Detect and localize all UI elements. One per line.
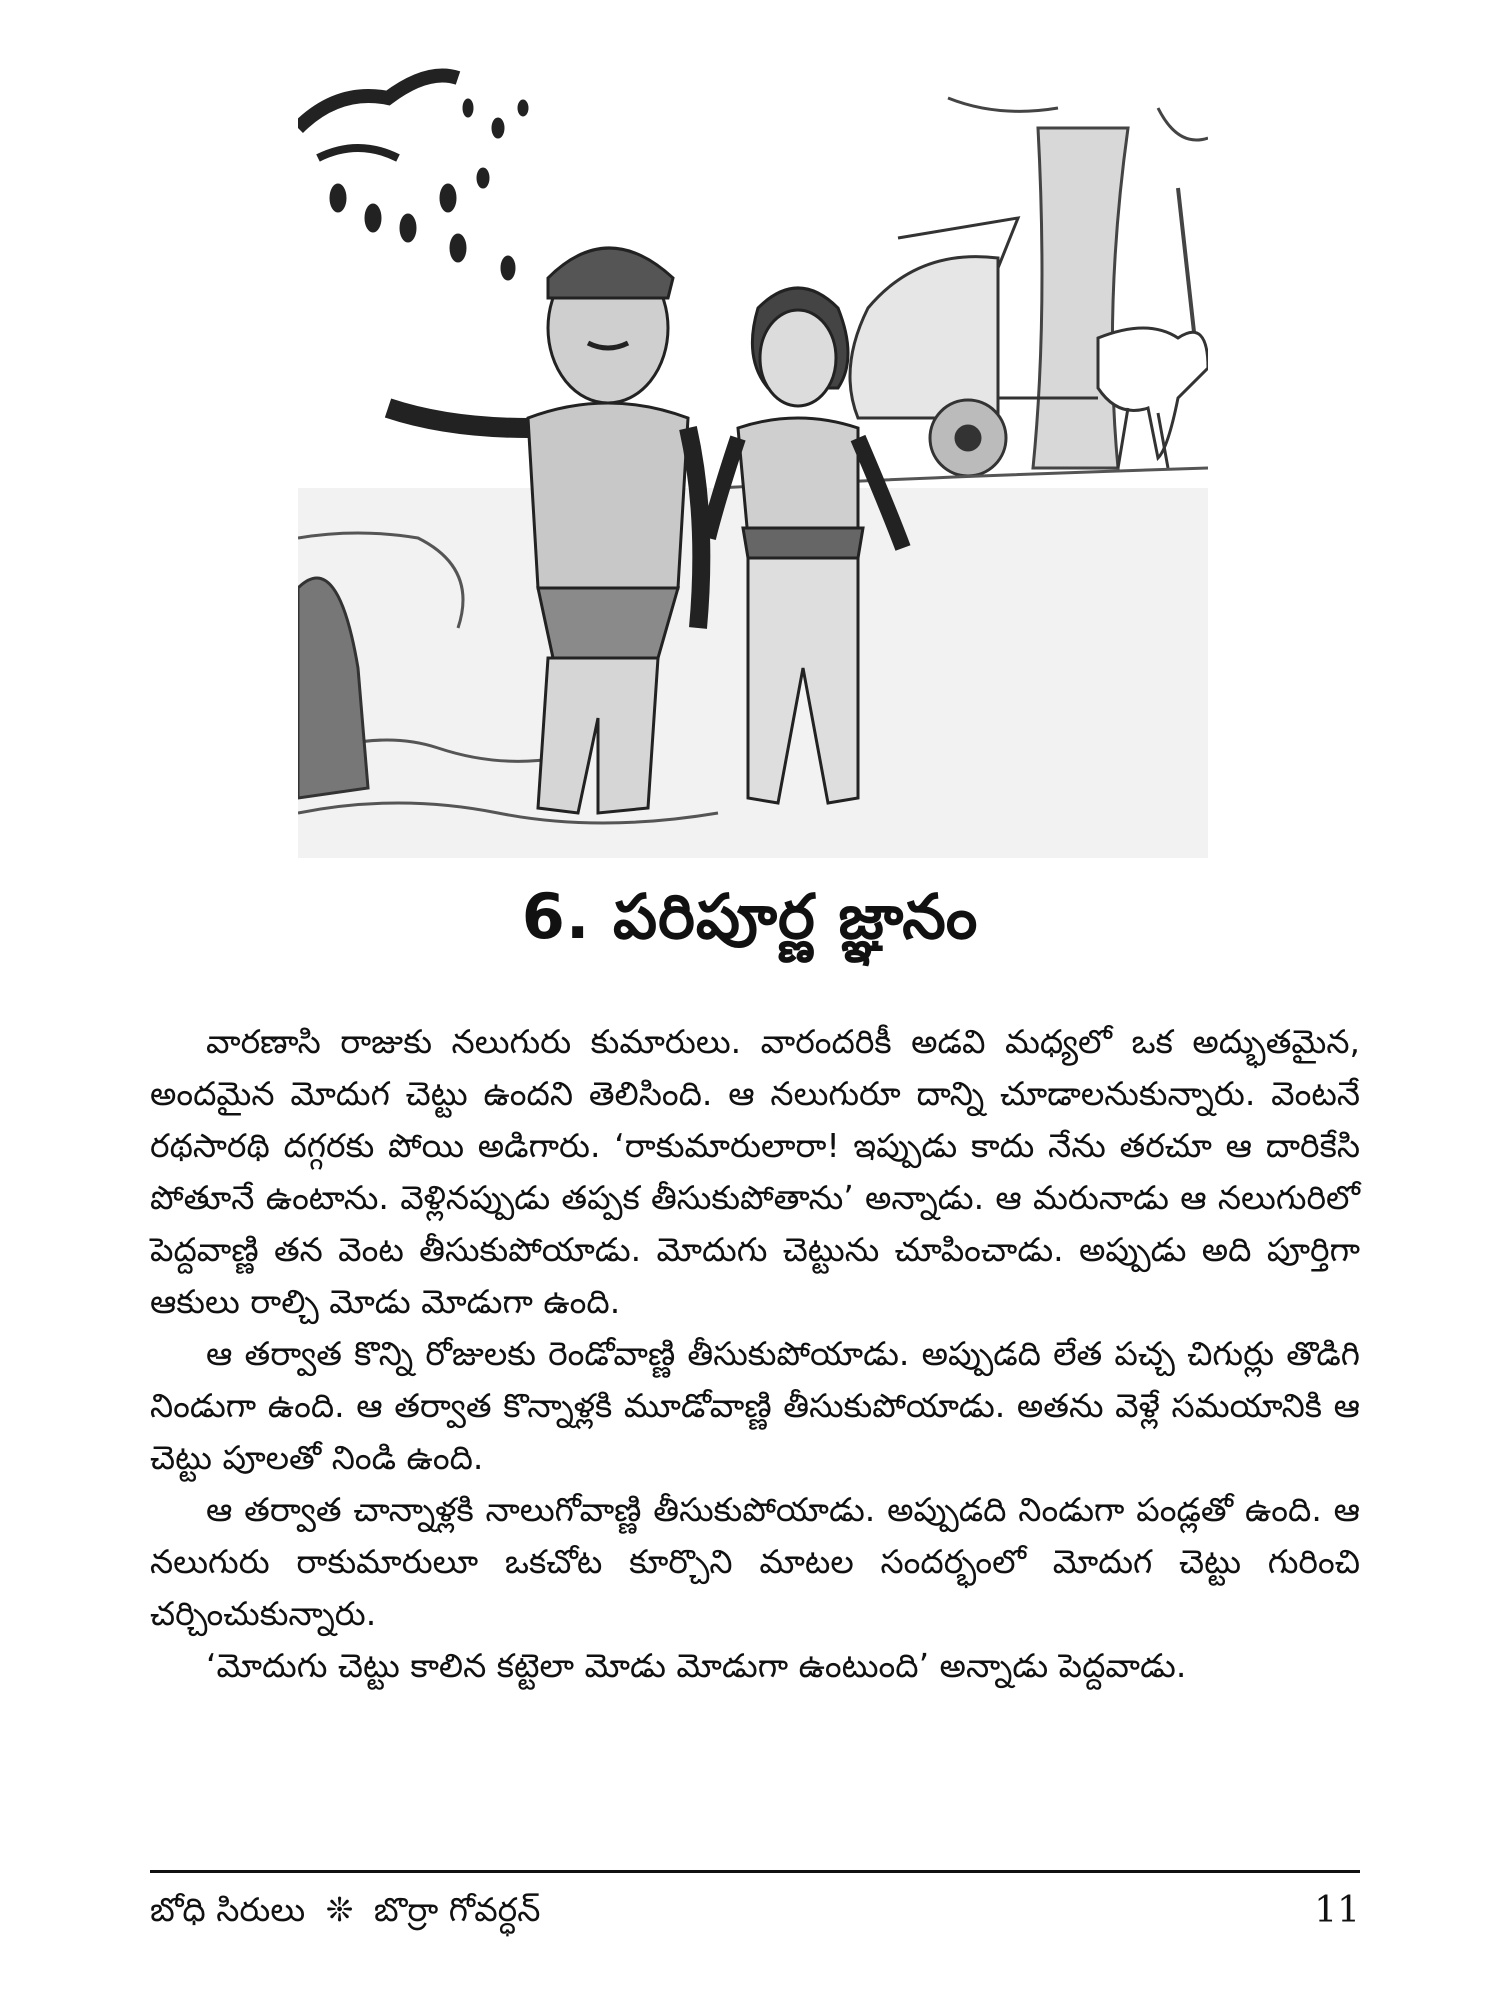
footer-book-info	[150, 1890, 540, 1937]
illustration-drawing	[298, 68, 1208, 858]
chapter-title: 6. పరిపూర్ణ జ్ఞానం	[521, 880, 979, 953]
separator-icon: ❊	[325, 1890, 354, 1929]
footer-divider	[150, 1870, 1360, 1873]
book-title: బోధి సిరులు	[150, 1890, 306, 1929]
page-footer	[150, 1890, 1360, 1950]
page-number: 11	[1314, 1890, 1360, 1931]
paragraph-3: ఆ తర్వాత చాన్నాళ్లకి నాలుగోవాణ్ణి తీసుకుపోయాడు. అప్పుడది నిండుగా పండ్లతో ఉంది. ఆ నలుగురు రాకుమారులూ ఒకచోట కూర్చొని మాటల సందర్భంలో మోదుగ చెట్టు గురించి చర్చించుకున్నారు.	[150, 1490, 1360, 1633]
story-illustration	[298, 68, 1208, 858]
author-name: బొర్రా గోవర్ధన్	[373, 1890, 541, 1929]
paragraph-1: వారణాసి రాజుకు నలుగురు కుమారులు. వారందరికీ అడవి మధ్యలో ఒక అద్భుతమైన, అందమైన మోదుగ చెట్టు ఉందని తెలిసింది. ఆ నలుగురూ దాన్ని చూడాలనుకున్నారు. వెంటనే రథసారథి దగ్గరకు పోయి అడిగారు. ‘రాకుమారులారా! ఇప్పుడు కాదు నేను తరచూ ఆ దారికేసి పోతూనే ఉంటాను. వెళ్లినప్పుడు తప్పక తీసుకుపోతాను’ అన్నాడు. ఆ మరునాడు ఆ నలుగురిలో పెద్దవాణ్ణి తన వెంట తీసుకుపోయాడు. మోదుగు చెట్టును చూపించాడు. అప్పుడు అది పూర్తిగా ఆకులు రాల్చి మోడు మోడుగా ఉంది.	[150, 1022, 1360, 1321]
paragraph-4: ‘మోదుగు చెట్టు కాలిన కట్టెలా మోడు మోడుగా ఉంటుంది’ అన్నాడు పెద్దవాడు.	[206, 1646, 1187, 1685]
story-body	[150, 1016, 1360, 1692]
paragraph-2: ఆ తర్వాత కొన్ని రోజులకు రెండోవాణ్ణి తీసుకుపోయాడు. అప్పుడది లేత పచ్చ చిగుర్లు తొడిగి నిండుగా ఉంది. ఆ తర్వాత కొన్నాళ్లకి మూడోవాణ్ణి తీసుకుపోయాడు. అతను వెళ్లే సమయానికి ఆ చెట్టు పూలతో నిండి ఉంది.	[150, 1334, 1360, 1477]
